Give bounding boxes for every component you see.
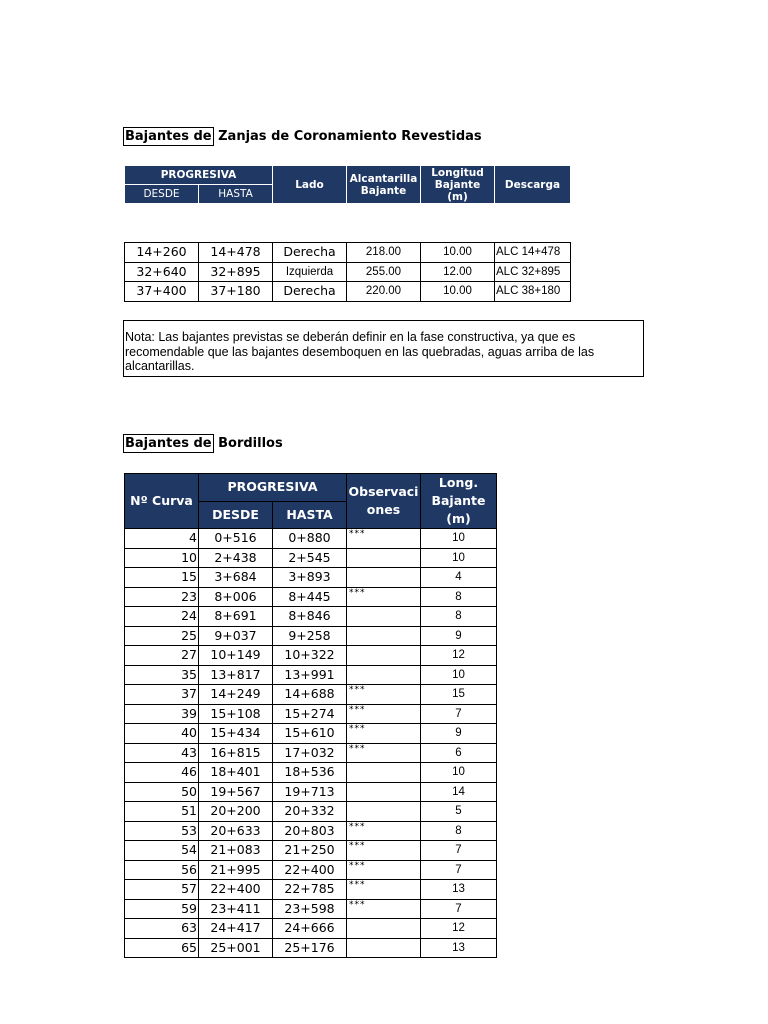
header-lado: Lado <box>273 166 347 204</box>
observaciones-cell: *** <box>347 704 421 724</box>
progresiva-hasta-cell: 20+803 <box>273 821 347 841</box>
table-row <box>125 841 497 861</box>
note-box <box>123 320 644 377</box>
progresiva-desde-cell: 37+400 <box>125 282 199 302</box>
observaciones-cell: *** <box>347 860 421 880</box>
progresiva-desde-cell: 8+691 <box>199 607 273 627</box>
curva-cell: 46 <box>125 763 199 783</box>
table-row <box>125 782 497 802</box>
progresiva-desde-cell: 21+995 <box>199 860 273 880</box>
progresiva-hasta-cell: 18+536 <box>273 763 347 783</box>
curva-cell: 51 <box>125 802 199 822</box>
observaciones-cell <box>347 548 421 568</box>
header-descarga: Descarga <box>495 166 571 204</box>
observaciones-cell <box>347 568 421 588</box>
longitud-cell: 10.00 <box>421 243 495 263</box>
table-row <box>125 282 571 302</box>
header-hasta: HASTA <box>199 185 273 204</box>
descarga-cell: ALC 32+895 <box>495 262 571 282</box>
section1-header-table <box>124 165 571 204</box>
header-curva-label: Nº Curva <box>130 493 193 508</box>
table-row <box>125 646 497 666</box>
long-bajante-cell: 8 <box>421 821 497 841</box>
curva-cell: 50 <box>125 782 199 802</box>
observaciones-cell <box>347 802 421 822</box>
table-row <box>125 665 497 685</box>
table-row <box>125 626 497 646</box>
table-row <box>125 763 497 783</box>
header-alcantarilla: Alcantarilla Bajante <box>347 166 421 204</box>
table-row <box>125 607 497 627</box>
progresiva-desde-cell: 2+438 <box>199 548 273 568</box>
table-row <box>125 587 497 607</box>
progresiva-hasta-cell: 22+400 <box>273 860 347 880</box>
observaciones-cell <box>347 665 421 685</box>
table-row <box>125 880 497 900</box>
table-row <box>125 548 497 568</box>
progresiva-hasta-cell: 32+895 <box>199 262 273 282</box>
long-bajante-cell: 10 <box>421 529 497 549</box>
progresiva-desde-cell: 22+400 <box>199 880 273 900</box>
progresiva-desde-cell: 9+037 <box>199 626 273 646</box>
long-bajante-cell: 15 <box>421 685 497 705</box>
progresiva-desde-cell: 14+249 <box>199 685 273 705</box>
table-row <box>125 529 497 549</box>
progresiva-desde-cell: 13+817 <box>199 665 273 685</box>
progresiva-hasta-cell: 14+478 <box>199 243 273 263</box>
progresiva-desde-cell: 32+640 <box>125 262 199 282</box>
curva-cell: 24 <box>125 607 199 627</box>
lado-cell: Izquierda <box>273 262 347 282</box>
observaciones-cell: *** <box>347 841 421 861</box>
table-row <box>125 568 497 588</box>
long-bajante-cell: 10 <box>421 665 497 685</box>
progresiva-desde-cell: 19+567 <box>199 782 273 802</box>
observaciones-cell: *** <box>347 587 421 607</box>
longitud-cell: 10.00 <box>421 282 495 302</box>
curva-cell: 59 <box>125 899 199 919</box>
header-observaciones: Observaciones <box>347 474 421 529</box>
long-bajante-cell: 9 <box>421 724 497 744</box>
curva-cell: 63 <box>125 919 199 939</box>
progresiva-hasta-cell: 15+610 <box>273 724 347 744</box>
observaciones-cell: *** <box>347 821 421 841</box>
long-bajante-cell: 10 <box>421 548 497 568</box>
long-bajante-cell: 8 <box>421 587 497 607</box>
header-curva <box>125 474 199 529</box>
observaciones-cell <box>347 763 421 783</box>
header-desde2: DESDE <box>199 501 273 529</box>
progresiva-hasta-cell: 17+032 <box>273 743 347 763</box>
curva-cell: 43 <box>125 743 199 763</box>
table-row <box>125 899 497 919</box>
curva-cell: 25 <box>125 626 199 646</box>
lado-cell: Derecha <box>273 243 347 263</box>
progresiva-desde-cell: 0+516 <box>199 529 273 549</box>
alcantarilla-cell: 255.00 <box>347 262 421 282</box>
table-row <box>125 262 571 282</box>
curva-cell: 15 <box>125 568 199 588</box>
header-desde: DESDE <box>125 185 199 204</box>
long-bajante-cell: 7 <box>421 841 497 861</box>
table-row <box>125 724 497 744</box>
progresiva-hasta-cell: 22+785 <box>273 880 347 900</box>
progresiva-hasta-cell: 19+713 <box>273 782 347 802</box>
curva-cell: 40 <box>125 724 199 744</box>
long-bajante-cell: 12 <box>421 646 497 666</box>
long-bajante-cell: 6 <box>421 743 497 763</box>
header-long: Long. Bajante (m) <box>421 474 497 529</box>
progresiva-desde-cell: 16+815 <box>199 743 273 763</box>
curva-cell: 23 <box>125 587 199 607</box>
progresiva-desde-cell: 20+200 <box>199 802 273 822</box>
section1-title-rest: Zanjas de Coronamiento Revestidas <box>213 129 482 144</box>
long-bajante-cell: 7 <box>421 704 497 724</box>
observaciones-cell: *** <box>347 685 421 705</box>
table-row <box>125 743 497 763</box>
observaciones-cell: *** <box>347 529 421 549</box>
progresiva-hasta-cell: 8+846 <box>273 607 347 627</box>
long-bajante-cell: 7 <box>421 899 497 919</box>
long-bajante-cell: 4 <box>421 568 497 588</box>
observaciones-cell <box>347 646 421 666</box>
curva-cell: 57 <box>125 880 199 900</box>
progresiva-desde-cell: 8+006 <box>199 587 273 607</box>
progresiva-desde-cell: 20+633 <box>199 821 273 841</box>
progresiva-hasta-cell: 8+445 <box>273 587 347 607</box>
progresiva-desde-cell: 14+260 <box>125 243 199 263</box>
header-hasta2: HASTA <box>273 501 347 529</box>
observaciones-cell <box>347 607 421 627</box>
progresiva-hasta-cell: 21+250 <box>273 841 347 861</box>
section2-table <box>124 473 497 958</box>
progresiva-desde-cell: 15+108 <box>199 704 273 724</box>
progresiva-desde-cell: 10+149 <box>199 646 273 666</box>
progresiva-hasta-cell: 20+332 <box>273 802 347 822</box>
curva-cell: 54 <box>125 841 199 861</box>
lado-cell: Derecha <box>273 282 347 302</box>
progresiva-hasta-cell: 13+991 <box>273 665 347 685</box>
progresiva-desde-cell: 21+083 <box>199 841 273 861</box>
long-bajante-cell: 12 <box>421 919 497 939</box>
long-bajante-cell: 14 <box>421 782 497 802</box>
section2-title <box>123 434 283 453</box>
section1-data-table <box>124 242 571 302</box>
long-bajante-cell: 5 <box>421 802 497 822</box>
progresiva-hasta-cell: 37+180 <box>199 282 273 302</box>
curva-cell: 35 <box>125 665 199 685</box>
longitud-cell: 12.00 <box>421 262 495 282</box>
table-row <box>125 704 497 724</box>
curva-cell: 27 <box>125 646 199 666</box>
alcantarilla-cell: 218.00 <box>347 243 421 263</box>
note-text: Nota: Las bajantes previstas se deberán definir en la fase constructiva, ya que es recomendable que las bajantes desemboquen en las quebradas, aguas arriba de las alcantarillas. <box>125 330 595 373</box>
descarga-cell: ALC 38+180 <box>495 282 571 302</box>
progresiva-desde-cell: 24+417 <box>199 919 273 939</box>
progresiva-hasta-cell: 2+545 <box>273 548 347 568</box>
long-bajante-cell: 13 <box>421 938 497 958</box>
table-row <box>125 860 497 880</box>
progresiva-hasta-cell: 3+893 <box>273 568 347 588</box>
observaciones-cell <box>347 626 421 646</box>
progresiva-desde-cell: 25+001 <box>199 938 273 958</box>
long-bajante-cell: 13 <box>421 880 497 900</box>
observaciones-cell: *** <box>347 743 421 763</box>
descarga-cell: ALC 14+478 <box>495 243 571 263</box>
alcantarilla-cell: 220.00 <box>347 282 421 302</box>
section2-title-rest: Bordillos <box>213 436 283 451</box>
progresiva-hasta-cell: 24+666 <box>273 919 347 939</box>
progresiva-hasta-cell: 14+688 <box>273 685 347 705</box>
curva-cell: 37 <box>125 685 199 705</box>
long-bajante-cell: 10 <box>421 763 497 783</box>
header-progresiva2: PROGRESIVA <box>199 474 347 502</box>
progresiva-desde-cell: 23+411 <box>199 899 273 919</box>
table-row <box>125 243 571 263</box>
table-row <box>125 919 497 939</box>
curva-cell: 10 <box>125 548 199 568</box>
long-bajante-cell: 7 <box>421 860 497 880</box>
progresiva-hasta-cell: 10+322 <box>273 646 347 666</box>
observaciones-cell <box>347 919 421 939</box>
section2-title-boxed: Bajantes de <box>125 436 212 451</box>
header-longitud: Longitud Bajante (m) <box>421 166 495 204</box>
section1-title-boxed: Bajantes de <box>125 129 212 144</box>
table-row <box>125 685 497 705</box>
observaciones-cell: *** <box>347 880 421 900</box>
progresiva-desde-cell: 15+434 <box>199 724 273 744</box>
curva-cell: 39 <box>125 704 199 724</box>
table-row <box>125 821 497 841</box>
progresiva-desde-cell: 3+684 <box>199 568 273 588</box>
table-row <box>125 938 497 958</box>
curva-cell: 4 <box>125 529 199 549</box>
progresiva-hasta-cell: 25+176 <box>273 938 347 958</box>
progresiva-hasta-cell: 0+880 <box>273 529 347 549</box>
progresiva-desde-cell: 18+401 <box>199 763 273 783</box>
curva-cell: 56 <box>125 860 199 880</box>
long-bajante-cell: 8 <box>421 607 497 627</box>
header-progresiva: PROGRESIVA <box>125 166 273 185</box>
progresiva-hasta-cell: 9+258 <box>273 626 347 646</box>
long-bajante-cell: 9 <box>421 626 497 646</box>
observaciones-cell: *** <box>347 724 421 744</box>
observaciones-cell: *** <box>347 899 421 919</box>
progresiva-hasta-cell: 23+598 <box>273 899 347 919</box>
section1-title <box>123 127 482 146</box>
table-row <box>125 802 497 822</box>
observaciones-cell <box>347 782 421 802</box>
progresiva-hasta-cell: 15+274 <box>273 704 347 724</box>
observaciones-cell <box>347 938 421 958</box>
curva-cell: 53 <box>125 821 199 841</box>
curva-cell: 65 <box>125 938 199 958</box>
